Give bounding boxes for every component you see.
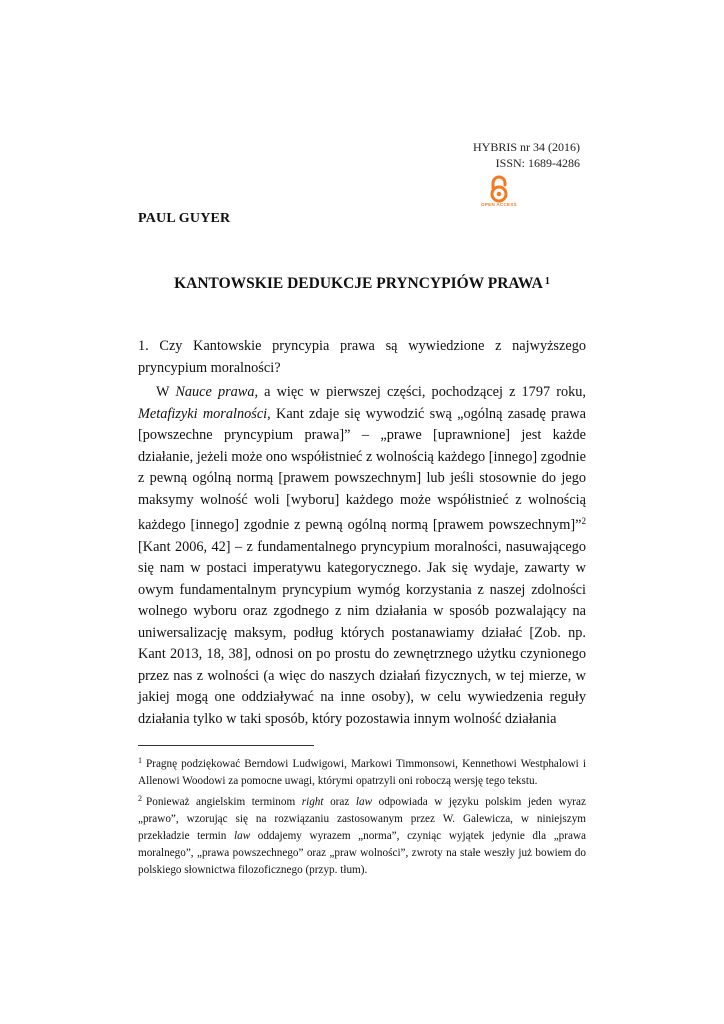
footnote-ref-2[interactable]: 2 xyxy=(581,516,586,526)
footnote-2 xyxy=(138,790,586,879)
article-title xyxy=(138,275,586,293)
footnote-mark: 2 xyxy=(138,794,142,803)
journal-info xyxy=(380,139,580,171)
open-access-label: OPEN ACCESS xyxy=(481,202,517,207)
italic-term: law xyxy=(234,830,251,842)
text-run: oddajemy wyrazem „norma”, czyniąc wyjątek jedynie dla „prawa moralnego”, „prawa powszechnego” oraz „praw wolności”, zwroty na stałe weszły już bowiem do polskiego słownictwa filozoficznego (przyp. tłum). xyxy=(138,830,586,876)
journal-issue: HYBRIS nr 34 (2016) xyxy=(473,140,580,154)
paragraph-question: 1. Czy Kantowskie pryncypia prawa są wywiedzione z najwyższego pryncypium moralności? xyxy=(138,338,586,376)
italic-term: right xyxy=(301,796,324,808)
author-name: PAUL GUYER xyxy=(138,211,231,226)
text-run: [Kant 2006, 42] – z fundamentalnego pryncypium moralności, nasuwającego się nam w postaci imperatywu kategorycznego. Jak się wydaje, zawarty w owym fundamentalnym pryncypium wymóg korzystania z naszej zdolności wolnego wyboru oraz zgodnego z nim działania w sposób pozwalający na uniwersalizację maksym, podług których postanawiamy działać [Zob. np. Kant 2013, 18, 38], odnosi on po prostu do zewnętrznego użytku czynionego przez nas z wolności (a więc do naszych działań fizycznych, w tej mierze, w jakiej mogą one oddziaływać na inne osoby), w celu wywiedzenia reguły działania tylko w taki sposób, który pozostawia innym wolność działania xyxy=(138,538,586,727)
article-title-text: KANTOWSKIE DEDUKCJE PRYNCYPIÓW PRAWA xyxy=(174,275,543,292)
footnote-1 xyxy=(138,752,586,790)
italic-term: law xyxy=(355,796,373,808)
text-run: , a więc w pierwszej części, pochodzącej z 1797 roku, xyxy=(254,384,586,400)
journal-issn: ISSN: 1689-4286 xyxy=(495,156,580,170)
footnote-divider xyxy=(138,745,314,746)
text-run: W xyxy=(156,384,176,400)
title-footnote-mark[interactable]: 1 xyxy=(544,276,550,287)
footnote-mark: 1 xyxy=(138,756,142,765)
text-run: , Kant zdaje się wywodzić swą „ogólną zasadę prawa [powszechne pryncypium prawa]” – „prawe [uprawnione] jest każde działanie, jeżeli może ono współistnieć z wolnością każdego [innego] zgodnie z pewną ogólną normą [prawem powszechnym] lub jeśli stosownie do jego maksymy wolność woli [wyboru] każdego może współistnieć z wolnością każdego [innego] zgodnie z pewną ogólną normą [prawem powszechnym]” xyxy=(138,405,586,533)
italic-term: Metafizyki moralności xyxy=(138,405,268,422)
italic-term: Nauce prawa xyxy=(175,384,255,400)
text-run: odpowiada w języku polskim jeden wyraz „prawo”, wzorując się na rozwiązaniu zastosowanym przez W. Galewicza, w niniejszym przekładzie termin xyxy=(138,796,586,842)
footnote-text: Pragnę podziękować Berndowi Ludwigowi, Markowi Timmonsowi, Kennethowi Westphalowi i Allenowi Woodowi za pomocne uwagi, którymi opatrzyli oni roboczą wersję tego tekstu. xyxy=(138,758,586,787)
text-run: oraz xyxy=(323,796,356,808)
text-run: Ponieważ angielskim terminom xyxy=(146,796,302,808)
footnotes xyxy=(138,752,586,879)
paragraph-main xyxy=(138,382,586,730)
